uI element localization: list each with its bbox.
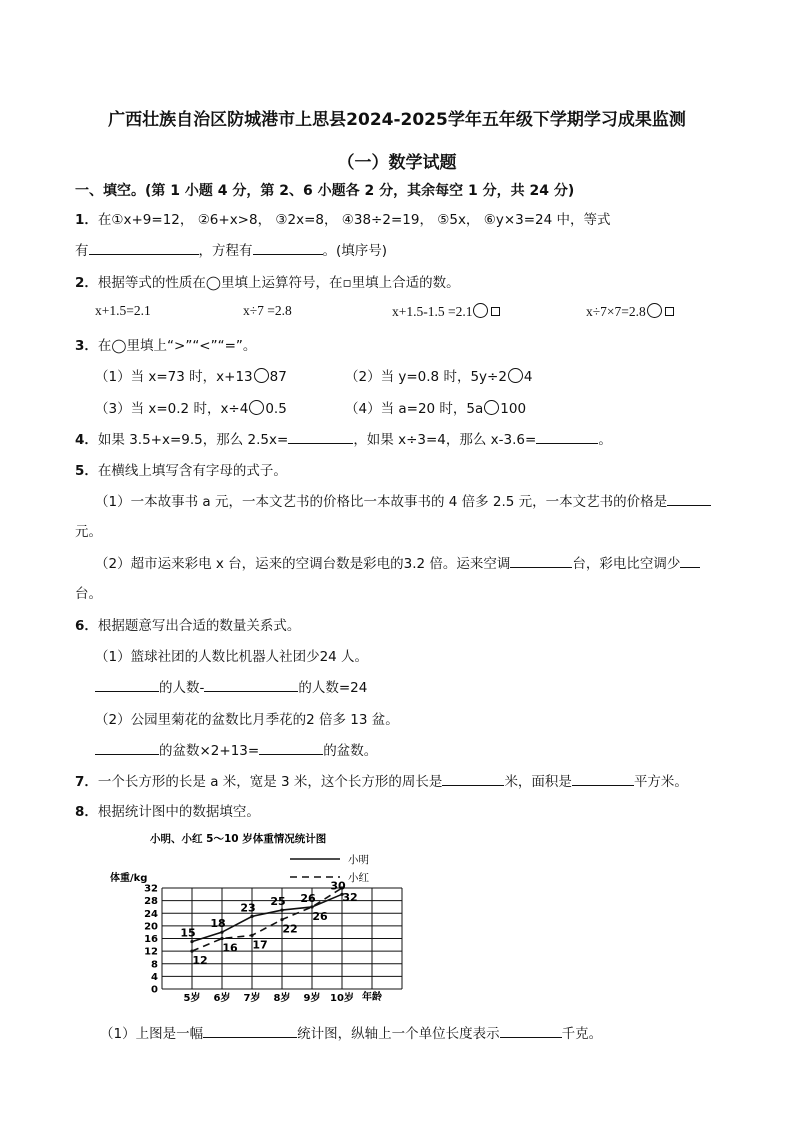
- data-label-hong: 22: [282, 922, 298, 936]
- q5-p2-text-a: （2）超市运来彩电 x 台，运来的空调台数是彩电的3.2 倍。运来空调: [95, 556, 511, 572]
- q8-part1: [100, 1022, 602, 1042]
- point-hong: [220, 937, 223, 940]
- q1-item-f: ⑥y×3=24 中，等式: [483, 212, 611, 228]
- y-tick-label: 12: [144, 946, 158, 958]
- data-label-ming: 15: [180, 926, 196, 940]
- data-label-ming: 26: [300, 891, 316, 905]
- q1-line1: [75, 208, 611, 228]
- chart-data-labels: [180, 879, 357, 967]
- q5-p2-text-b: 台，彩电比空调少: [572, 556, 681, 572]
- chart-svg: [100, 826, 420, 1006]
- q4-text-b: ，如果 x÷3=4，那么 x-3.6=: [353, 432, 537, 448]
- point-hong: [250, 934, 253, 937]
- q6-text: 根据题意写出合适的数量关系式。: [97, 618, 301, 634]
- q3-part2: [345, 365, 533, 385]
- q2-eq3-circle[interactable]: [473, 303, 488, 318]
- data-label-ming: 25: [270, 895, 286, 909]
- q5-part1: [95, 490, 711, 510]
- q4-blank-2[interactable]: [536, 429, 598, 444]
- q2-eq1: x+1.5=2.1: [95, 303, 151, 318]
- q4-blank-1[interactable]: [288, 429, 353, 444]
- chart-xlabel: 年龄: [362, 992, 382, 1003]
- q2-eq3: [392, 303, 502, 320]
- q1-item-c: ③2x=8，: [275, 212, 338, 228]
- q4-text-a: 如果 3.5+x=9.5，那么 2.5x=: [97, 432, 289, 448]
- point-hong: [190, 950, 193, 953]
- point-ming: [250, 915, 253, 918]
- q5-p1-blank[interactable]: [667, 491, 711, 506]
- q3-p1-circle[interactable]: [254, 368, 269, 383]
- chart-title: 小明、小红 5～10 岁体重情况统计图: [150, 833, 327, 845]
- q6-p1-blank-1[interactable]: [95, 677, 159, 692]
- data-label-hong: 12: [192, 954, 208, 968]
- q6-p1-text-a: 的人数-: [159, 680, 205, 696]
- doc-title-line2: （一）数学试题: [337, 153, 457, 173]
- q7-number: 7．: [75, 774, 98, 790]
- data-label-ming: 18: [210, 917, 226, 931]
- x-tick-label: 10岁: [330, 993, 354, 1004]
- y-tick-label: 20: [144, 921, 158, 933]
- q7-blank-2[interactable]: [572, 771, 634, 786]
- y-tick-label: 8: [151, 959, 158, 971]
- q5-part1-end: 元。: [75, 524, 102, 540]
- y-tick-label: 28: [144, 896, 158, 908]
- q6-p1-text-b: 的人数=24: [298, 680, 368, 696]
- q8-p1-blank-1[interactable]: [203, 1023, 297, 1038]
- chart-ylabel: 体重/kg: [110, 873, 148, 884]
- point-hong: [310, 905, 313, 908]
- q1-l2-text-c: 。(填序号): [322, 243, 388, 259]
- q7-text-c: 平方米。: [633, 774, 688, 790]
- q3-p2-text: （2）当 y=0.8 时，5y÷2: [345, 369, 507, 385]
- q1-l2-text-a: 有: [75, 243, 89, 259]
- q5-number: 5．: [75, 463, 98, 479]
- y-tick-label: 24: [144, 908, 158, 920]
- q2-eq3-box[interactable]: [491, 307, 500, 316]
- legend-label-hong: 小红: [348, 872, 369, 884]
- q1-blank-formulas[interactable]: [253, 240, 323, 255]
- q6-p1-blank-2[interactable]: [204, 677, 298, 692]
- x-tick-label: 7岁: [243, 993, 261, 1004]
- q2-eq4: [586, 303, 676, 320]
- point-ming: [190, 940, 193, 943]
- q5-text: 在横线上填写含有字母的式子。: [97, 463, 287, 479]
- q1-item-e: ⑤5x，: [437, 212, 480, 228]
- legend-label-ming: 小明: [348, 854, 369, 866]
- q1-item-d: ④38÷2=19，: [341, 212, 433, 228]
- q2-text: 根据等式的性质在◯里填上运算符号，在▫里填上合适的数。: [97, 275, 460, 291]
- q3-p3-text: （3）当 x=0.2 时，x÷4: [95, 401, 249, 417]
- q3-p2-value: 4: [523, 369, 533, 385]
- q3-part4: [345, 397, 526, 417]
- q3-p3-value: 0.5: [265, 401, 287, 417]
- data-label-hong: 32: [342, 891, 358, 904]
- q7-line: [75, 770, 688, 790]
- q3-part1: [95, 365, 287, 385]
- q4-text-c: 。: [598, 432, 612, 448]
- q5-p1-text: （1）一本故事书 a 元，一本文艺书的价格比一本故事书的 4 倍多 2.5 元，一本文艺书的价格是: [95, 494, 668, 510]
- q8-p1-text-b: 统计图，纵轴上一个单位长度表示: [297, 1026, 500, 1042]
- x-tick-label: 8岁: [273, 993, 291, 1004]
- q1-number: 1．: [75, 212, 98, 228]
- q6-part1-formula: [95, 676, 367, 696]
- data-label-hong: 26: [312, 909, 328, 923]
- q8-p1-text-a: （1）上图是一幅: [100, 1026, 204, 1042]
- q2-eq4-box[interactable]: [665, 307, 674, 316]
- q8-p1-blank-2[interactable]: [500, 1023, 562, 1038]
- q7-blank-1[interactable]: [442, 771, 504, 786]
- q1-line2: [75, 239, 387, 259]
- q8-text: 根据统计图中的数据填空。: [97, 804, 260, 820]
- data-label-ming: 30: [330, 879, 346, 893]
- q3-p4-text: （4）当 a=20 时，5a: [345, 401, 484, 417]
- q2-number: 2．: [75, 275, 98, 291]
- q6-part2-formula: [95, 739, 377, 759]
- x-tick-label: 6岁: [213, 993, 231, 1004]
- q5-p2-blank-2[interactable]: [680, 553, 700, 568]
- q6-part2: （2）公园里菊花的盆数比月季花的2 倍多 13 盆。: [95, 712, 399, 728]
- section-heading: 一、填空。(第 1 小题 4 分，第 2、6 小题各 2 分，其余每空 1 分，共 24 分): [75, 183, 575, 199]
- q3-text: 在◯里填上“>”“<”“=”。: [97, 338, 257, 354]
- weight-line-chart: [100, 826, 420, 1006]
- q3-p2-circle[interactable]: [508, 368, 523, 383]
- q6-part1: （1）篮球社团的人数比机器人社团少24 人。: [95, 649, 369, 665]
- q1-blank-equations[interactable]: [89, 240, 199, 255]
- q6-line: [75, 614, 300, 634]
- q7-text-a: 一个长方形的长是 a 米，宽是 3 米，这个长方形的周长是: [97, 774, 443, 790]
- x-tick-label: 9岁: [303, 993, 321, 1004]
- q8-line: [75, 800, 260, 820]
- point-hong: [280, 918, 283, 921]
- q7-text-b: 米，面积是: [504, 774, 572, 790]
- q8-number: 8．: [75, 804, 98, 820]
- doc-title-line1: 广西壮族自治区防城港市上思县2024-2025学年五年级下学期学习成果监测: [108, 110, 686, 130]
- q4-number: 4．: [75, 432, 98, 448]
- data-label-hong: 17: [252, 938, 268, 952]
- q6-p2-blank-1[interactable]: [95, 740, 159, 755]
- q1-l2-text-b: ，方程有: [198, 243, 253, 259]
- q3-line: [75, 334, 256, 354]
- q3-p1-value: 87: [269, 369, 287, 385]
- q8-p1-text-c: 千克。: [561, 1026, 603, 1042]
- q4-line: [75, 428, 612, 448]
- q5-part2: [95, 552, 700, 572]
- q2-line: [75, 271, 460, 291]
- q1-item-a: 在①x+9=12，: [97, 212, 194, 228]
- q6-number: 6．: [75, 618, 98, 634]
- q2-eq4-text: x÷7×7=2.8: [586, 304, 646, 319]
- q3-p1-text: （1）当 x=73 时，x+13: [95, 369, 253, 385]
- q5-p2-blank-1[interactable]: [510, 553, 572, 568]
- q1-item-b: ②6+x>8，: [197, 212, 272, 228]
- data-label-hong: 16: [222, 941, 238, 955]
- y-tick-label: 16: [144, 934, 158, 945]
- q3-number: 3．: [75, 338, 98, 354]
- y-tick-label: 4: [151, 971, 158, 983]
- q3-p3-circle[interactable]: [249, 400, 264, 415]
- q3-p4-circle[interactable]: [484, 400, 499, 415]
- q3-part3: [95, 397, 287, 417]
- q2-eq4-circle[interactable]: [647, 303, 662, 318]
- data-label-ming: 23: [240, 901, 256, 915]
- x-tick-label: 5岁: [183, 993, 201, 1004]
- q5-part2-end: 台。: [75, 586, 102, 602]
- q2-eq3-text: x+1.5-1.5 =2.1: [392, 304, 473, 319]
- q5-line: [75, 459, 287, 479]
- y-tick-label: 32: [144, 883, 158, 895]
- q3-p4-value: 100: [500, 401, 527, 417]
- q2-eq2: x÷7 =2.8: [243, 303, 292, 318]
- y-tick-label: 0: [151, 984, 158, 996]
- point-ming: [220, 931, 223, 934]
- q6-p2-text-b: 的盆数。: [323, 743, 378, 759]
- q6-p2-text-a: 的盆数×2+13=: [159, 743, 260, 759]
- q6-p2-blank-2[interactable]: [259, 740, 323, 755]
- point-ming: [280, 908, 283, 911]
